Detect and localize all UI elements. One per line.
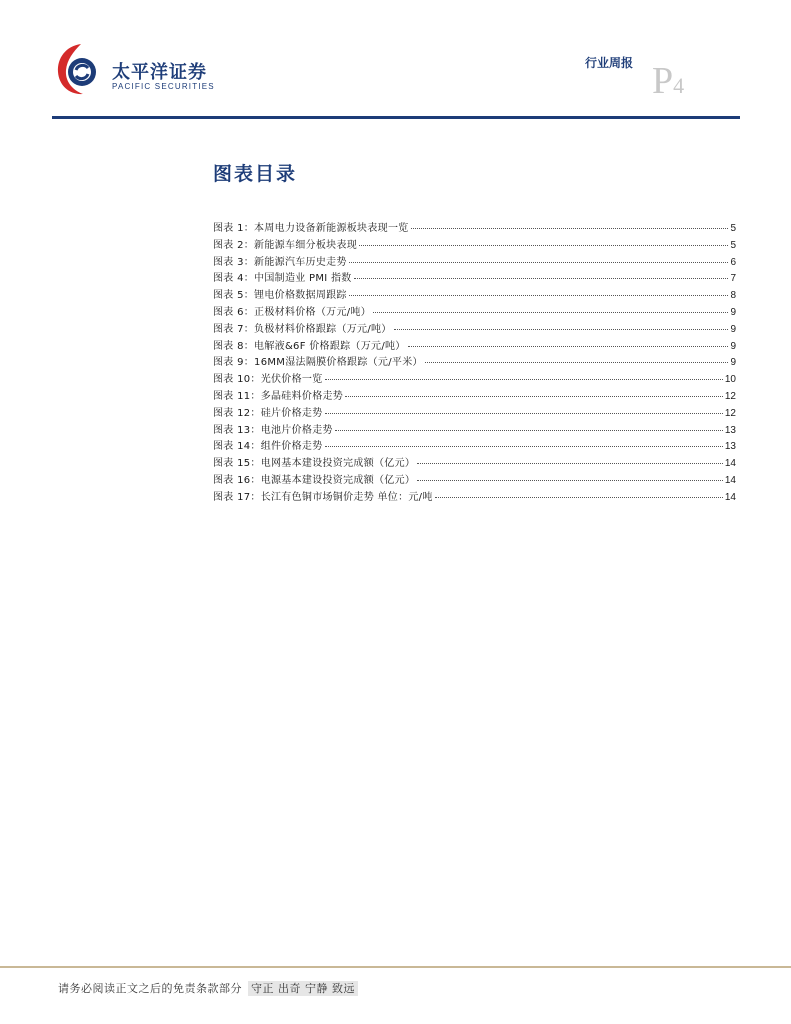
page-letter: P [652, 60, 674, 102]
toc-leader-dots [417, 472, 723, 481]
toc-list [213, 219, 736, 505]
toc-entry-page: 14 [724, 474, 736, 486]
toc-leader-dots [408, 338, 729, 347]
toc-entry[interactable] [213, 488, 736, 505]
footer [58, 980, 358, 996]
toc-entry-page: 14 [724, 491, 736, 503]
toc-entry-label: 图表 9：16MM湿法隔膜价格跟踪（元/平米） [213, 357, 423, 369]
toc-entry-page: 13 [724, 441, 736, 453]
footer-disclaimer: 请务必阅读正文之后的免责条款部分 [58, 982, 242, 995]
page-number [652, 62, 684, 100]
toc-entry[interactable] [213, 253, 736, 270]
toc-entry-label: 图表 16：电源基本建设投资完成额（亿元） [213, 474, 416, 486]
toc-title: 图表目录 [213, 163, 298, 185]
footer-motto: 守正 出奇 宁静 致远 [248, 981, 358, 996]
toc-entry-page: 5 [730, 223, 736, 234]
toc-leader-dots [325, 371, 723, 380]
toc-leader-dots [417, 455, 723, 464]
toc-entry[interactable] [213, 269, 736, 286]
toc-entry-label: 图表 11：多晶硅料价格走势 [213, 390, 344, 402]
toc-entry-page: 9 [730, 340, 736, 352]
toc-entry[interactable] [213, 337, 736, 354]
toc-leader-dots [435, 489, 723, 498]
toc-entry-label: 图表 5：锂电价格数据周跟踪 [213, 290, 347, 302]
toc-leader-dots [349, 254, 729, 263]
toc-entry[interactable] [213, 286, 736, 303]
toc-entry-label: 图表 4：中国制造业 PMI 指数 [213, 273, 352, 285]
toc-entry-label: 图表 6：正极材料价格（万元/吨） [213, 306, 372, 318]
toc-entry-label: 图表 10：光伏价格一览 [213, 374, 323, 386]
toc-entry[interactable] [213, 219, 736, 236]
toc-entry-label: 图表 17：长江有色铜市场铜价走势 单位：元/吨 [213, 491, 433, 503]
toc-entry-page: 13 [724, 424, 736, 436]
toc-leader-dots [411, 220, 729, 229]
toc-entry[interactable] [213, 303, 736, 320]
header-divider [52, 116, 740, 119]
toc-entry[interactable] [213, 437, 736, 454]
toc-leader-dots [335, 422, 723, 431]
toc-entry-label: 图表 1：本周电力设备新能源板块表现一览 [213, 223, 409, 234]
toc-entry-page: 5 [730, 239, 736, 251]
toc-entry-page: 14 [724, 458, 736, 470]
toc-entry-page: 10 [724, 374, 736, 386]
toc-leader-dots [349, 287, 729, 296]
logo-chinese-name: 太平洋证券 [112, 62, 207, 83]
footer-divider [0, 966, 791, 968]
toc-entry[interactable] [213, 370, 736, 387]
report-type: 行业周报 [585, 56, 634, 70]
logo-english-name: PACIFIC SECURITIES [112, 82, 215, 91]
toc-entry-page: 12 [724, 407, 736, 419]
toc-entry-label: 图表 8：电解液&6F 价格跟踪（万元/吨） [213, 340, 406, 352]
toc-leader-dots [325, 405, 723, 414]
toc-entry-label: 图表 7：负极材料价格跟踪（万元/吨） [213, 323, 392, 335]
toc-entry-page: 9 [730, 323, 736, 335]
toc-leader-dots [359, 237, 728, 246]
toc-leader-dots [373, 304, 728, 313]
toc-leader-dots [325, 438, 723, 447]
toc-entry-page: 6 [730, 256, 736, 268]
toc-entry-label: 图表 14：组件价格走势 [213, 441, 323, 453]
toc-entry-label: 图表 13：电池片价格走势 [213, 424, 333, 436]
toc-leader-dots [354, 270, 729, 279]
toc-entry[interactable] [213, 236, 736, 253]
logo-emblem-icon [52, 40, 110, 98]
company-logo [52, 40, 215, 100]
toc-entry[interactable] [213, 387, 736, 404]
toc-entry-page: 8 [730, 290, 736, 302]
toc-entry-page: 12 [724, 390, 736, 402]
toc-entry-page: 7 [730, 273, 736, 285]
toc-entry-page: 9 [730, 306, 736, 318]
toc-entry[interactable] [213, 404, 736, 421]
page-digit: 4 [673, 73, 685, 98]
toc-entry[interactable] [213, 320, 736, 337]
toc-entry[interactable] [213, 454, 736, 471]
toc-entry-page: 9 [730, 357, 736, 369]
toc-entry-label: 图表 3：新能源汽车历史走势 [213, 256, 347, 268]
toc-entry-label: 图表 15：电网基本建设投资完成额（亿元） [213, 458, 416, 470]
toc-leader-dots [394, 321, 729, 330]
toc-entry[interactable] [213, 471, 736, 488]
toc-entry[interactable] [213, 421, 736, 438]
toc-leader-dots [345, 388, 723, 397]
toc-entry-label: 图表 2：新能源车细分板块表现 [213, 239, 358, 251]
toc-leader-dots [425, 354, 729, 363]
toc-entry-label: 图表 12：硅片价格走势 [213, 407, 323, 419]
toc-entry[interactable] [213, 353, 736, 370]
